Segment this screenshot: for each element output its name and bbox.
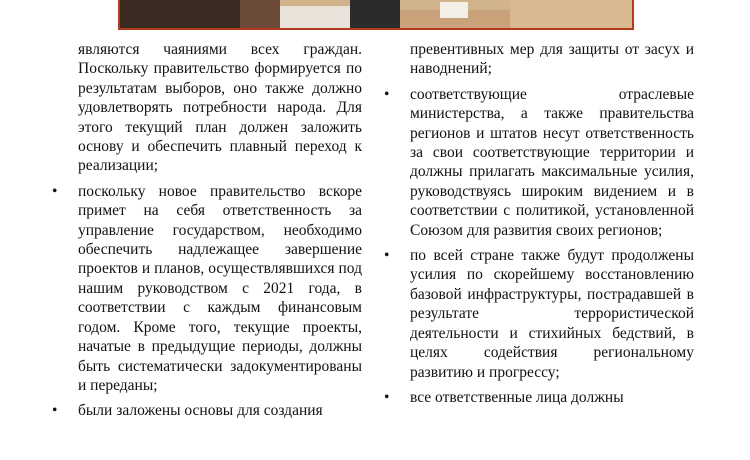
right-bullet-item: • соответствующие отраслевые министерства, а также правительства регионов и штатов несут ответственность за свои соответствующие территории и должны прилагать максимальные усилия, руководствуясь широким видением и в соответствии с политикой, установленной Союзом для развития своих регионов; xyxy=(376,85,694,240)
left-column xyxy=(44,40,362,421)
right-bullet-item: • по всей стране также будут продолжены усилия по скорейшему восстановлению базовой инфраструктуры, пострадавшей в результате террористической деятельности и стихийных бедствий, в целях содействия региональному развитию и прогрессу; xyxy=(376,246,694,382)
meeting-photo xyxy=(118,0,634,30)
left-continuation-paragraph: являются чаяниями всех граждан. Поскольку правительство формируется по результатам выборов, оно также должно удовлетворять потребности народа. Для этого текущий план должен заложить основу и обеспечить плавный переход к реализации; xyxy=(78,41,362,175)
right-column xyxy=(376,40,694,407)
right-continuation-paragraph: превентивных мер для защиты от засух и наводнений; xyxy=(410,41,694,78)
left-bullet-item: • были заложены основы для создания xyxy=(44,401,362,420)
left-bullet-item: • поскольку новое правительство вскоре примет на себя ответственность за управление государством, необходимо обеспечить надлежащее завершение проектов и планов, осуществлявшихся под нашим руководством с 2021 года, в соответствии с каждым финансовым годом. Кроме того, текущие проекты, начатые в предыдущие периоды, должны быть систематически задокументированы и переданы; xyxy=(44,182,362,395)
right-bullet-item: • все ответственные лица должны xyxy=(376,388,694,407)
